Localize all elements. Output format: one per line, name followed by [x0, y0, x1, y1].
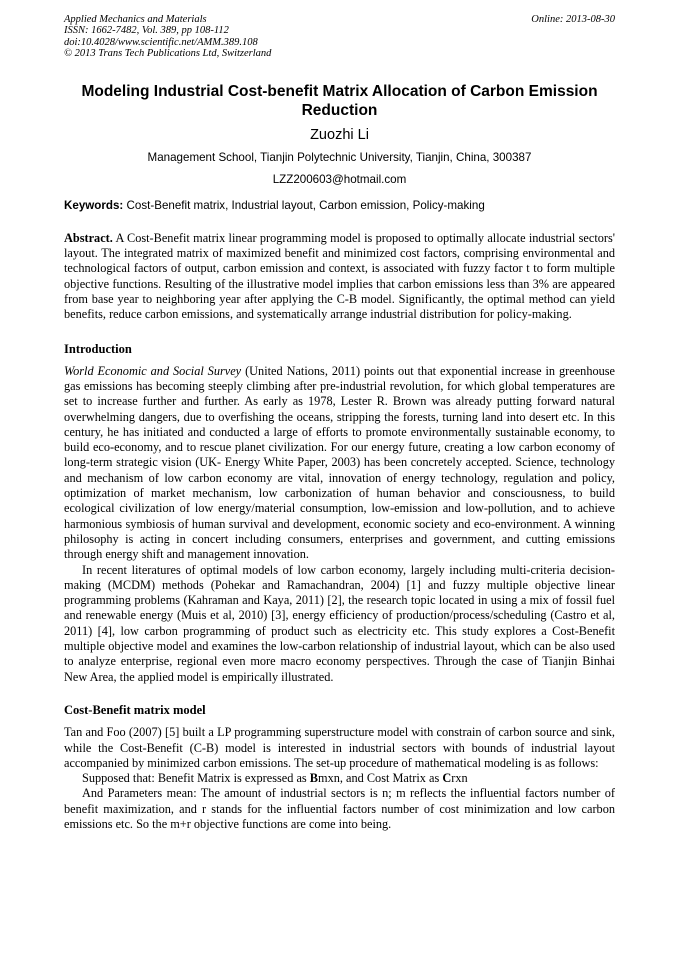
cb-paragraph-3: And Parameters mean: The amount of industrial sectors is n; m reflects the influential factors number of benefit maximization, and r stands for the influential factors number of cost minimization and low carbon emissions etc. So the m+r objective functions are come into being. [64, 786, 615, 832]
cost-matrix-symbol: C [442, 771, 452, 786]
intro-paragraph-2: In recent literatures of optimal models of low carbon economy, largely including multi-criteria decision-making (MCDM) methods (Pohekar and Ramachandran, 2004) [1] and fuzzy multiple objective linear programming problems (Kahraman and Kaya, 2011) [2], the research topic located in using a mix of fossil fuel and renewable energy (Muis et al, 2010) [3], energy efficiency of production/process/scheduling (Castro et al, 2011) [4], low carbon programming of product such as electricity etc. This study explores a Cost-Benefit multiple objective model and examines the low-carbon relationship of industrial layout, which can be also used to analyze enterprise, regional even more macro economy perspectives. Through the case of Tianjin Binhai New Area, the applied model is empirically illustrated. [64, 562, 615, 684]
intro-p1-text: (United Nations, 2011) points out that exponential increase in greenhouse gas emissions has becoming steeply climbing after pre-industrial revolution, for which global temperatures are set to increase further and further. As early as 1978, Lester R. Brown was already putting forward natural overwhelming dangers, due to overfishing the oceans, stripping the forests, turning land into desert etc. In this century, he has initiated and conducted a large of efforts to promote environmentally sustainable economy, to build eco-economy, and to rescue planet civilization. For our energy future, creating a low carbon economy of long-term strategic vision (UK- Energy White Paper, 2003) has been concretely accepted. Science, technology and mechanism of low carbon economy are vital, innovation of energy technology, regulation and policy, optimization of market mechanism, low carbonization of human behavior and consciousness, to build ecological civilization of low energy/material consumption, low-emission and low-pollution, and to achieve harmonious symbiosis of human survival and development, economic society and eco-environment. A winning philosophy is acting in concert including consumers, enterprises and government, and cutting emissions through energy shift and management innovation. [64, 363, 616, 562]
abstract-text: A Cost-Benefit matrix linear programming model is proposed to optimally allocate industrial sectors' layout. The integrated matrix of maximized benefit and minimized cost factors, comprising environmental and technological factors of output, carbon emission and context, is associated with fuzzy factor t to form multiple objective functions. Resulting of the illustrative model implies that carbon emissions less than 3% are appeared from base year to neighboring year after applying the C-B model. Significantly, the optimal method can yield benefits, reduce carbon emissions, and systematically arrange industrial distribution for policy-making. [64, 230, 615, 322]
keywords-line [64, 199, 615, 213]
issn-line: ISSN: 1662-7482, Vol. 389, pp 108-112 [64, 25, 229, 37]
author-affiliation: Management School, Tianjin Polytechnic University, Tianjin, China, 300387 [147, 150, 532, 164]
cb-model-heading: Cost-Benefit matrix model [64, 702, 206, 717]
intro-survey-title: World Economic and Social Survey [64, 363, 242, 378]
abstract-label: Abstract. [64, 230, 113, 245]
cb-paragraph-1: Tan and Foo (2007) [5] built a LP programming superstructure model with constrain of carbon source and sink, while the Cost-Benefit (C-B) model is interested in industrial sectors with bounds of industrial layout accompanied by minimized carbon emissions. The set-up procedure of mathematical modeling is as follows: [64, 725, 615, 770]
author-email: LZZ200603@hotmail.com [272, 172, 407, 186]
copyright-line: © 2013 Trans Tech Publications Ltd, Switzerland [64, 48, 272, 60]
paper-title: Modeling Industrial Cost-benefit Matrix Allocation of Carbon Emission Reduction [81, 82, 598, 119]
keywords-label: Keywords: [64, 198, 124, 212]
cb-p2-text-a: Supposed that: Benefit Matrix is expressed as [82, 771, 310, 786]
author-name: Zuozhi Li [310, 126, 369, 143]
abstract-paragraph [64, 231, 615, 323]
journal-name: Applied Mechanics and Materials [64, 14, 207, 25]
introduction-heading: Introduction [64, 342, 132, 357]
benefit-matrix-symbol: B [309, 771, 318, 786]
keywords-text: Cost-Benefit matrix, Industrial layout, Carbon emission, Policy-making [126, 198, 485, 212]
intro-paragraph-1 [64, 364, 615, 563]
doi-line: doi:10.4028/www.scientific.net/AMM.389.108 [64, 36, 258, 48]
paper-page [64, 14, 615, 832]
cb-p2-text-c: mxn, and Cost Matrix as [318, 771, 443, 786]
cb-p2-text-e: rxn [451, 771, 468, 786]
online-date: Online: 2013-08-30 [531, 14, 615, 25]
journal-header [64, 14, 615, 60]
cb-paragraph-2 [64, 771, 615, 786]
